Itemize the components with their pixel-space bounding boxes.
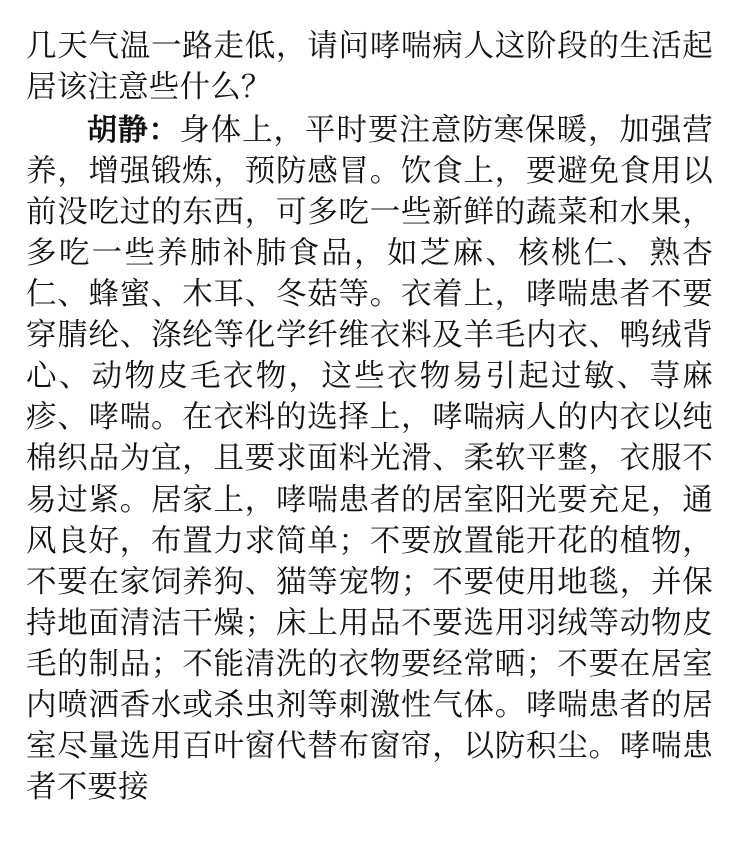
answer-text: 身体上，平时要注意防寒保暖，加强营养，增强锻炼，预防感冒。饮食上，要避免食用以前没吃过的东西，可多吃一些新鲜的蔬菜和水果，多吃一些养肺补肺食品，如芝麻、核桃仁、熟杏仁、蜂蜜、木耳、冬菇等。衣着上，哮喘患者不要穿腈纶、涤纶等化学纤维衣料及羊毛内衣、鸭绒背心、动物皮毛衣物，这些衣物易引起过敏、荨麻疹、哮喘。在衣料的选择上，哮喘病人的内衣以纯棉织品为宜，且要求面料光滑、柔软平整，衣服不易过紧。居家上，哮喘患者的居室阳光要充足，通风良好，布置力求简单；不要放置能开花的植物，不要在家饲养狗、猫等宠物；不要使用地毯，并保持地面清洁干燥；床上用品不要选用羽绒等动物皮毛的制品；不能清洗的衣物要经常晒；不要在居室内喷洒香水或杀虫剂等刺激性气体。哮喘患者的居室尽量选用百叶窗代替布窗帘，以防积尘。哮喘患者不要接 bbox=[26, 113, 714, 805]
answer-paragraph bbox=[26, 110, 713, 808]
question-paragraph: 几天气温一路走低，请问哮喘病人这阶段的生活起居该注意些什么？ bbox=[26, 29, 713, 106]
answer-speaker-name: 胡静 bbox=[87, 113, 149, 149]
answer-speaker-separator: ： bbox=[148, 113, 180, 149]
article-body bbox=[26, 26, 713, 808]
